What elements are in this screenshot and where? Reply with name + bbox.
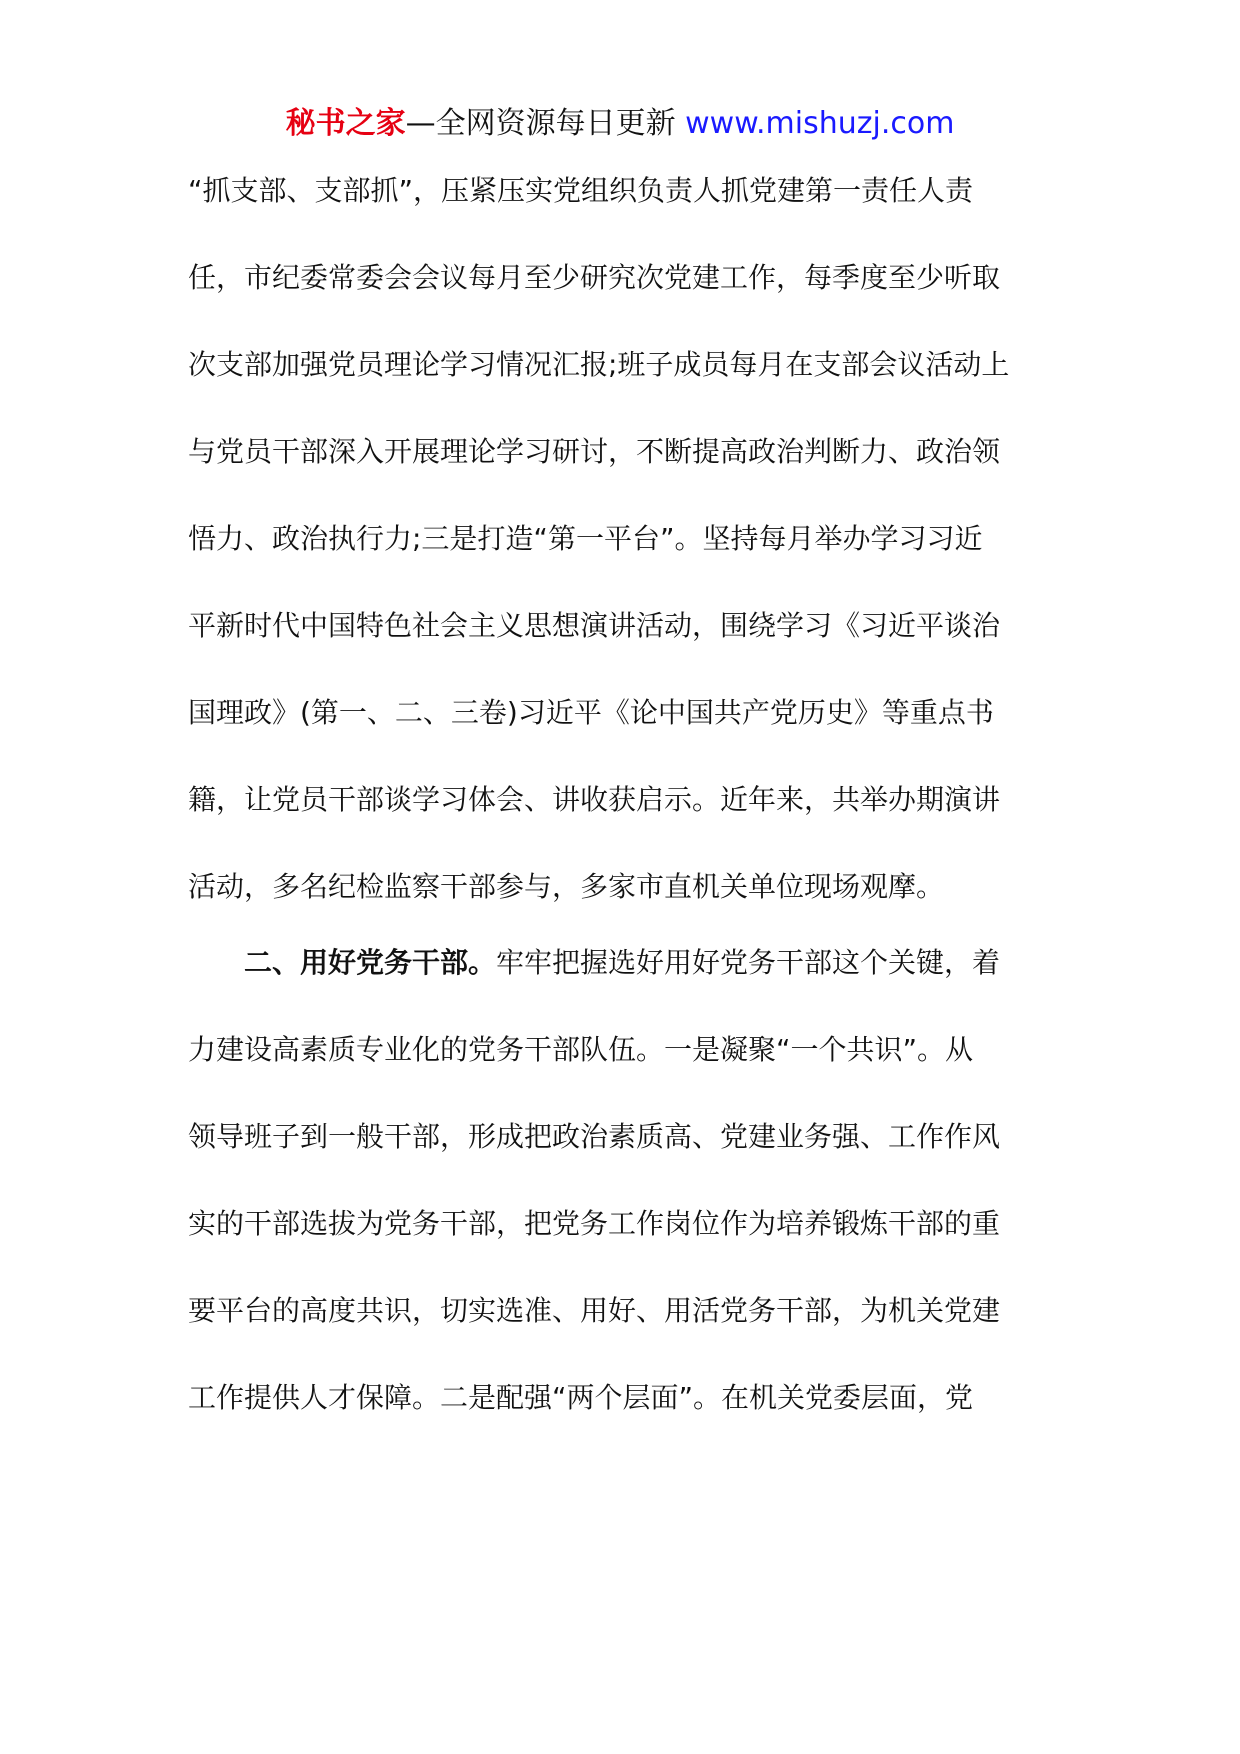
text-line: 次支部加强党员理论学习情况汇报;班子成员每月在支部会议活动上 <box>188 348 1010 381</box>
text-line: 国理政》(第一、二、三卷)习近平《论中国共产党历史》等重点书 <box>188 696 994 729</box>
site-brand: 秘书之家 <box>285 106 406 141</box>
site-header <box>0 102 1240 146</box>
text-line: 平新时代中国特色社会主义思想演讲活动，围绕学习《习近平谈治 <box>188 609 1001 642</box>
text-line: 工作提供人才保障。二是配强“两个层面”。在机关党委层面，党 <box>188 1381 974 1414</box>
site-tagline: —全网资源每日更新 <box>405 106 686 141</box>
site-url-link[interactable]: www.mishuzj.com <box>685 106 955 141</box>
text-line: 实的干部选拔为党务干部，把党务工作岗位作为培养锻炼干部的重 <box>188 1207 1001 1240</box>
text-line: 籍，让党员干部谈学习体会、讲收获启示。近年来，共举办期演讲 <box>188 783 1001 816</box>
text-line: 要平台的高度共识，切实选准、用好、用活党务干部，为机关党建 <box>188 1294 1001 1327</box>
text-line: 与党员干部深入开展理论学习研讨，不断提高政治判断力、政治领 <box>188 435 1001 468</box>
text-line: 任，市纪委常委会会议每月至少研究次党建工作，每季度至少听取 <box>188 261 1001 294</box>
text-line: 力建设高素质专业化的党务干部队伍。一是凝聚“一个共识”。从 <box>188 1033 974 1066</box>
text-line: 领导班子到一般干部，形成把政治素质高、党建业务强、工作作风 <box>188 1120 1001 1153</box>
text-line <box>244 940 1000 986</box>
section-heading: 二、用好党务干部。 <box>244 946 497 979</box>
text-span: 牢牢把握选好用好党务干部这个关键，着 <box>496 946 1001 979</box>
text-line: 活动，多名纪检监察干部参与，多家市直机关单位现场观摩。 <box>188 870 945 903</box>
text-line: “抓支部、支部抓”，压紧压实党组织负责人抓党建第一责任人责 <box>188 174 974 207</box>
text-line: 悟力、政治执行力;三是打造“第一平台”。坚持每月举办学习习近 <box>188 522 983 555</box>
